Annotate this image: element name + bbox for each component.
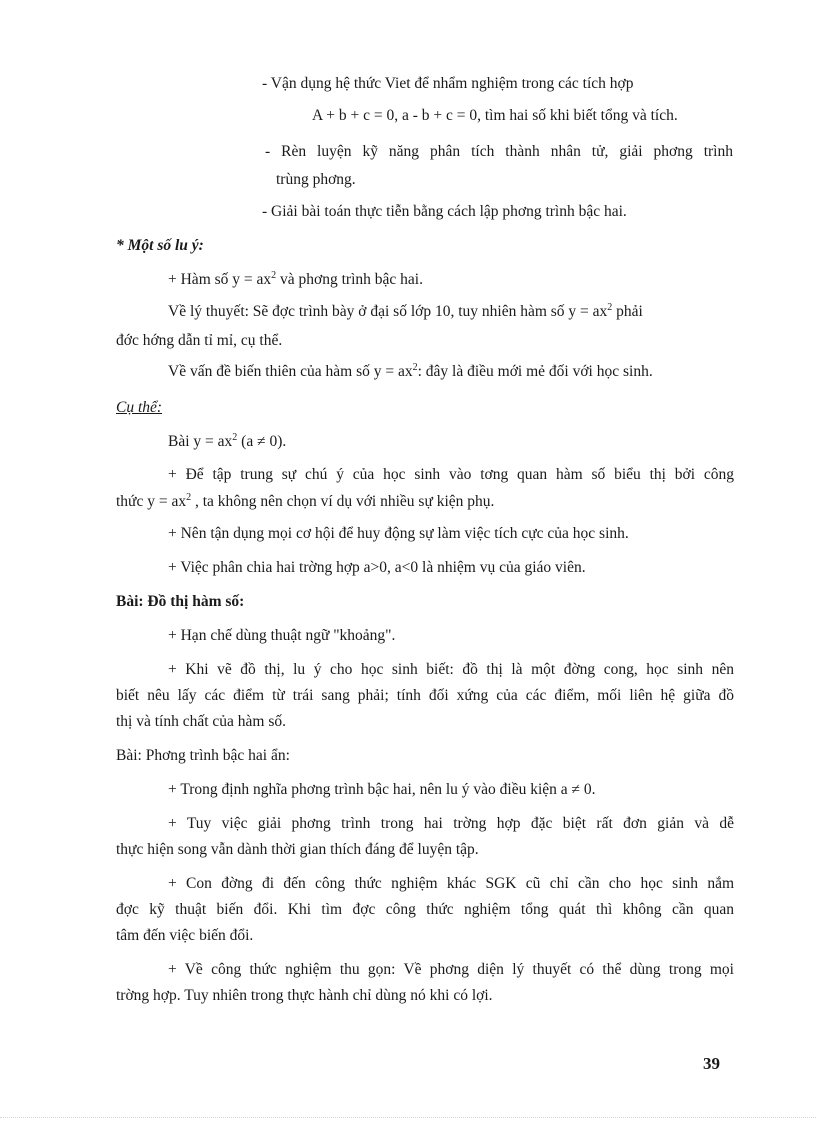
section-heading: * Một số lu ý: [116,237,204,254]
text-line: trờng hợp. Tuy nhiên trong thực hành chỉ dùng nó khi có lợi. [116,987,493,1004]
section-heading: Bài: Phơng trình bậc hai ẩn: [116,747,290,764]
text-line: - Giải bài toán thực tiễn bằng cách lập phơng trình bậc hai. [262,203,627,220]
page-bottom-divider [0,1117,816,1118]
section-heading: Bài: Đồ thị hàm số: [116,593,245,610]
text-line: + Việc phân chia hai trờng hợp a>0, a<0 là nhiệm vụ của giáo viên. [168,559,586,576]
text-line: + Tuy việc giải phơng trình trong hai trờng hợp đặc biệt rất đơn giản và dễ [168,815,734,832]
text-line: đợc kỹ thuật biến đổi. Khi tìm đợc công thức nghiệm tổng quát thì không cần quan [116,901,734,918]
text-line: Bài $y = ax^2$ (a ≠ 0). [168,432,287,450]
text-line: + Khi vẽ đồ thị, lu ý cho học sinh biết: đồ thị là một đờng cong, học sinh nên [168,661,734,678]
text-line: + Trong định nghĩa phơng trình bậc hai, nên lu ý vào điều kiện a ≠ 0. [168,781,596,798]
text-line: thị và tính chất của hàm số. [116,713,287,730]
text-line: + Hạn chế dùng thuật ngữ "khoảng". [168,627,396,644]
text-line: đớc hớng dẫn tỉ mỉ, cụ thể. [116,332,283,349]
text-line: biết nêu lấy các điểm từ trái sang phải; tính đối xứng của các điểm, mối liên hệ giữa đồ [116,687,734,704]
text-line: A + b + c = 0, a - b + c = 0, tìm hai số khi biết tổng và tích. [312,107,678,124]
text-line: + Về công thức nghiệm thu gọn: Về phơng diện lý thuyết có thể dùng trong mọi [168,961,734,978]
text-line: trùng phơng. [276,171,356,188]
text-line: + Để tập trung sự chú ý của học sinh vào tơng quan hàm số biểu thị bởi công [168,466,734,483]
text-line: + Hàm số $y = ax^2$ và phơng trình bậc hai. [168,270,423,288]
text-line: + Nên tận dụng mọi cơ hội để huy động sự làm việc tích cực của học sinh. [168,525,629,542]
page-number: 39 [703,1054,720,1073]
text-line: thức $y = ax^2$ , ta không nên chọn ví dụ với nhiều sự kiện phụ. [116,492,495,510]
text-line: - Vận dụng hệ thức Viet để nhẩm nghiệm trong các tích hợp [262,75,634,92]
text-line: thực hiện song vẫn dành thời gian thích đáng để luyện tập. [116,841,479,858]
text-line: Về lý thuyết: Sẽ đợc trình bày ở đại số lớp 10, tuy nhiên hàm số $y = ax^2$ phải [168,302,643,320]
text-line: Về vấn đề biến thiên của hàm số $y = ax^2$: đây là điều mới mẻ đối với học sinh. [168,362,653,380]
section-heading: Cụ thể: [116,399,163,416]
text-line: + Con đờng đi đến công thức nghiệm khác SGK cũ chỉ cần cho học sinh nắm [168,875,734,892]
text-line: - Rèn luyện kỹ năng phân tích thành nhân tử, giải phơng trình [265,143,733,160]
text-line: tâm đến việc biến đổi. [116,927,254,944]
